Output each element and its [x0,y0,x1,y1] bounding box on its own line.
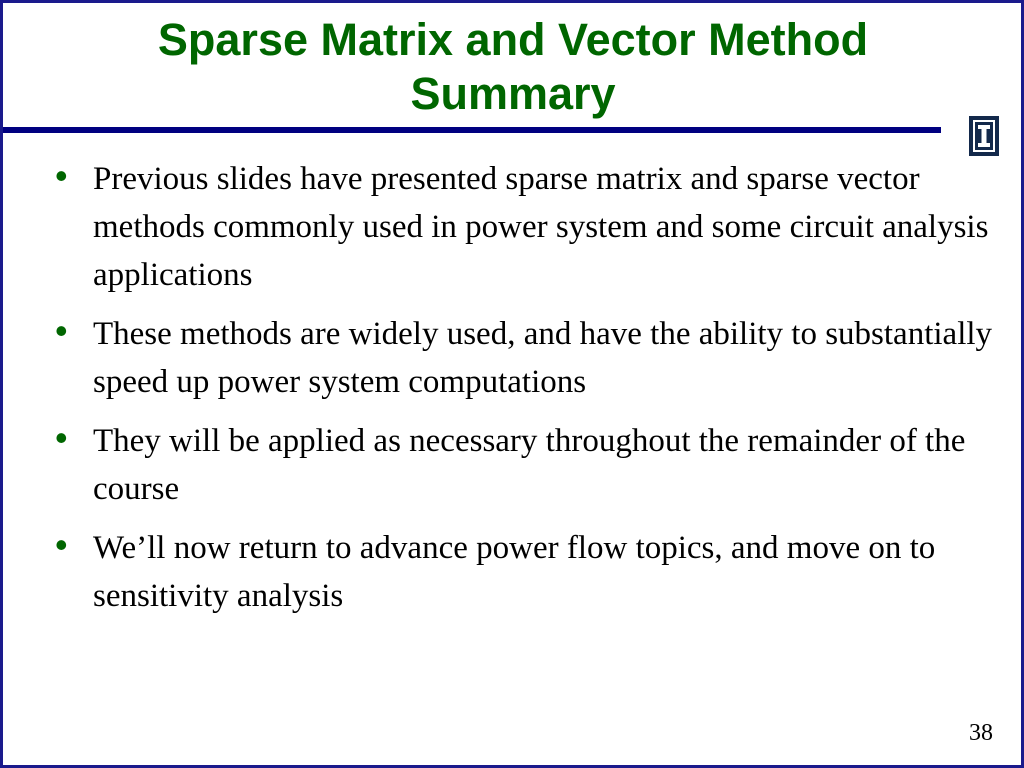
bullet-text: Previous slides have presented sparse matrix and sparse vector methods commonly used in power system and some circuit analysis applications [93,161,989,293]
bullet-dot: • [55,417,68,458]
bullet-item [43,417,993,513]
bullet-dot: • [55,310,68,351]
slide-page-number: 38 [969,720,993,746]
bullet-dot: • [55,524,68,565]
bullet-text: They will be applied as necessary throughout the remainder of the course [93,423,966,507]
bullet-dot: • [55,155,68,196]
bullet-list [43,155,993,631]
bullet-item [43,155,993,299]
slide-title-line-1: Sparse Matrix and Vector Method [157,14,869,65]
bullet-item [43,310,993,406]
university-i-logo-icon [969,116,999,156]
slide-title-line-2: Summary [410,68,616,119]
bullet-text: We’ll now return to advance power flow topics, and move on to sensitivity analysis [93,530,936,614]
slide-title [63,13,963,121]
bullet-text: These methods are widely used, and have the ability to substantially speed up power system computations [93,316,993,400]
title-underline-rule [3,127,941,133]
bullet-item [43,524,993,620]
